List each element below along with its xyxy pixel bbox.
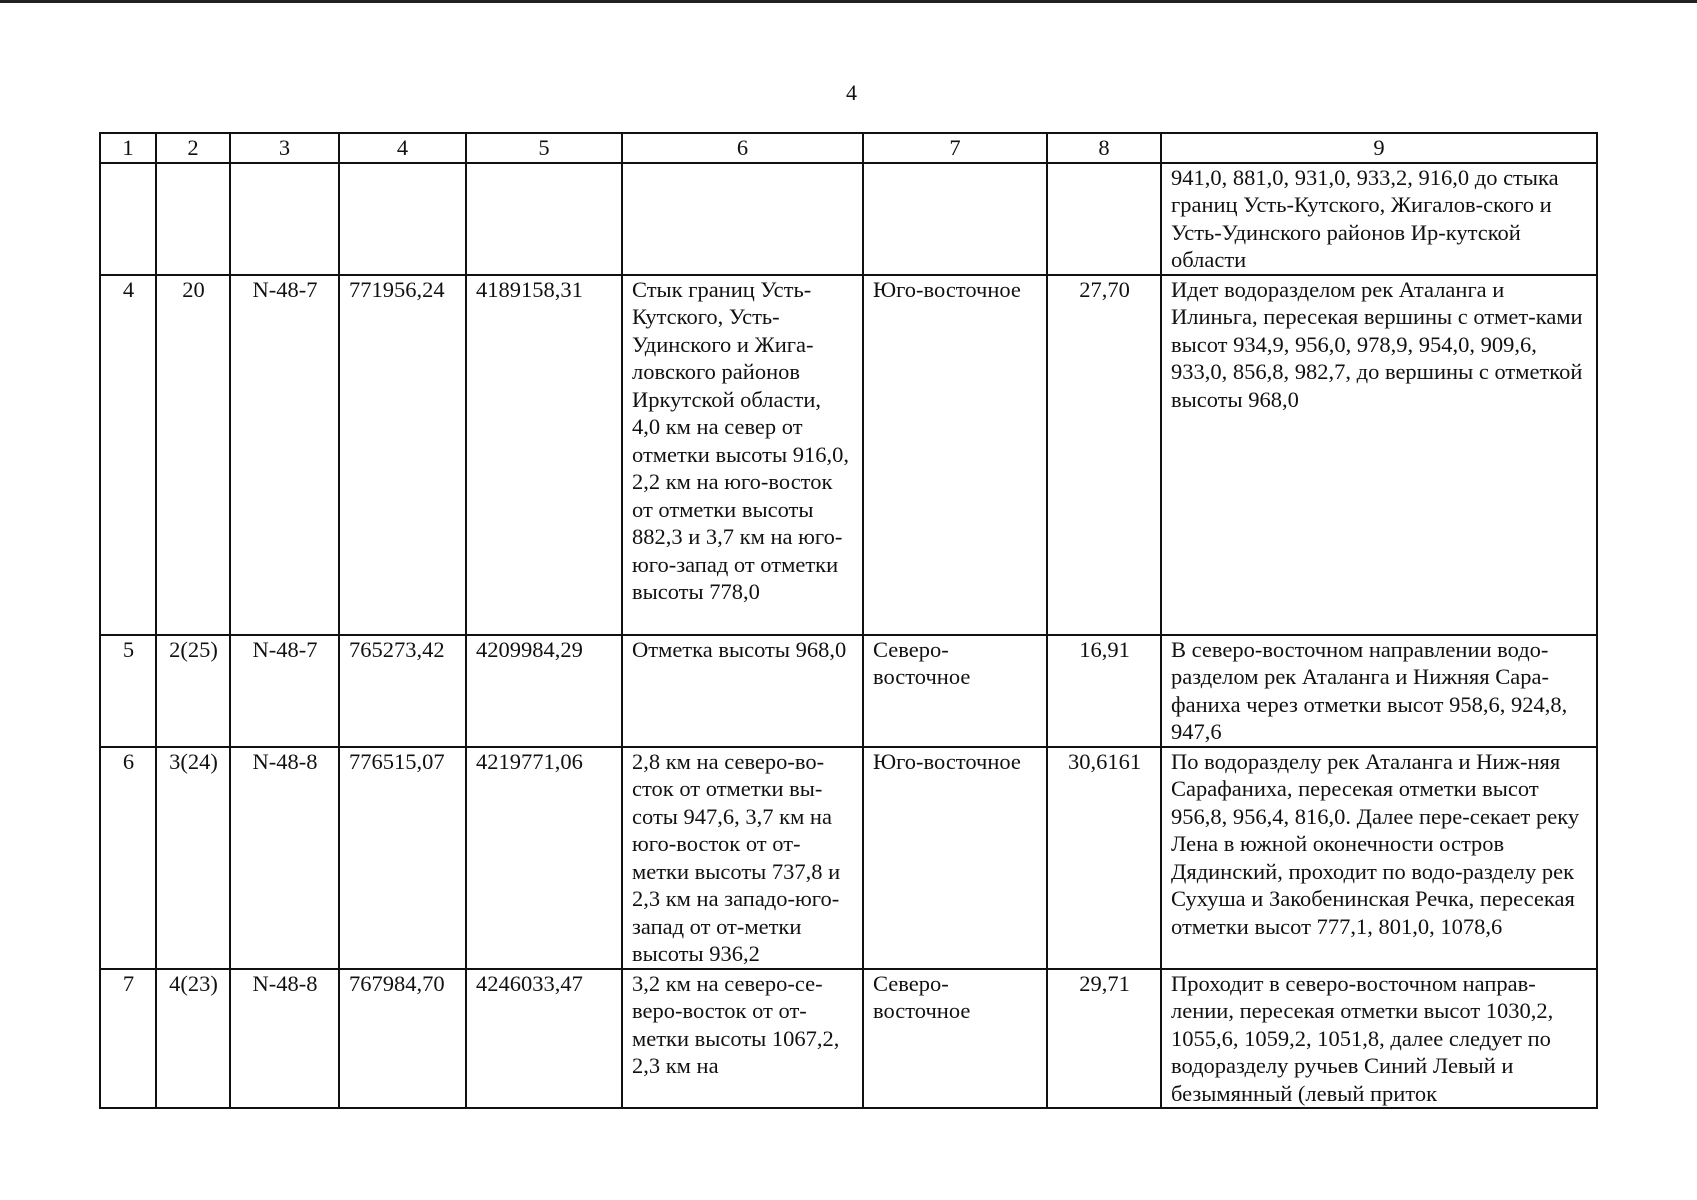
table-cell [622, 163, 863, 275]
header-col-4: 4 [339, 133, 466, 163]
boundary-table [99, 132, 1598, 1109]
direction-cell: Юго-восточное [863, 747, 1047, 969]
length-cell: 29,71 [1047, 969, 1161, 1109]
top-border-line [0, 0, 1697, 3]
point-number-cell: 20 [156, 275, 230, 635]
map-sheet-cell: N-48-7 [230, 635, 339, 747]
coordinate-y-cell: 4209984,29 [466, 635, 622, 747]
row-number-cell: 7 [100, 969, 156, 1109]
point-number-cell: 2(25) [156, 635, 230, 747]
header-col-2: 2 [156, 133, 230, 163]
header-col-7: 7 [863, 133, 1047, 163]
header-col-5: 5 [466, 133, 622, 163]
table-cell [339, 163, 466, 275]
row-number-cell: 4 [100, 275, 156, 635]
length-cell: 30,6161 [1047, 747, 1161, 969]
direction-cell: Юго-восточное [863, 275, 1047, 635]
table-cell [863, 163, 1047, 275]
table-row [100, 635, 1597, 747]
route-description-cell: Идет водоразделом рек Аталанга и Илиньга, пересекая вершины с отмет-ками высот 934,9, 956,0, 978,9, 954,0, 909,6, 933,0, 856,8, 982,7, до вершины с отметкой высоты 968,0 [1161, 275, 1597, 635]
table-cell [1047, 163, 1161, 275]
row-number-cell: 5 [100, 635, 156, 747]
table-cell [156, 163, 230, 275]
header-col-9: 9 [1161, 133, 1597, 163]
map-sheet-cell: N-48-8 [230, 747, 339, 969]
page-number: 4 [846, 80, 857, 105]
map-sheet-cell: N-48-8 [230, 969, 339, 1109]
direction-cell: Северо-восточное [863, 635, 1047, 747]
table-row [100, 275, 1597, 635]
point-description-cell: 2,8 км на северо-во-сток от отметки вы-соты 947,6, 3,7 км на юго-восток от от-метки высоты 737,8 и 2,3 км на западо-юго-запад от от-метки высоты 936,2 [622, 747, 863, 969]
table-cell [466, 163, 622, 275]
coordinate-x-cell: 771956,24 [339, 275, 466, 635]
route-description-cell: 941,0, 881,0, 931,0, 933,2, 916,0 до стыка границ Усть-Кутского, Жигалов-ского и Усть-Удинского районов Ир-кутской области [1161, 163, 1597, 275]
row-number-cell: 6 [100, 747, 156, 969]
table-row-continuation [100, 163, 1597, 275]
coordinate-x-cell: 765273,42 [339, 635, 466, 747]
header-col-8: 8 [1047, 133, 1161, 163]
coordinate-y-cell: 4246033,47 [466, 969, 622, 1109]
route-description-cell: По водоразделу рек Аталанга и Ниж-няя Сарафаниха, пересекая отметки высот 956,8, 956,4, 816,0. Далее пере-секает реку Лена в южной оконечности остров Дядинский, проходит по водо-разделу рек Сухуша и Закобенинская Речка, пересекая отметки высот 777,1, 801,0, 1078,6 [1161, 747, 1597, 969]
header-col-6: 6 [622, 133, 863, 163]
map-sheet-cell: N-48-7 [230, 275, 339, 635]
point-description-cell: Стык границ Усть-Кутского, Усть-Удинского и Жига-ловского районов Иркутской области, 4,0 км на север от отметки высоты 916,0, 2,2 км на юго-восток от отметки высоты 882,3 и 3,7 км на юго-юго-запад от отметки высоты 778,0 [622, 275, 863, 635]
length-cell: 27,70 [1047, 275, 1161, 635]
point-description-cell: Отметка высоты 968,0 [622, 635, 863, 747]
route-description-cell: Проходит в северо-восточном направ-лении, пересекая отметки высот 1030,2, 1055,6, 1059,2, 1051,8, далее следует по водоразделу ручьев Синий Левый и безымянный (левый приток [1161, 969, 1597, 1109]
table-cell [230, 163, 339, 275]
coordinate-x-cell: 776515,07 [339, 747, 466, 969]
table-cell [100, 163, 156, 275]
table-row [100, 969, 1597, 1109]
coordinate-y-cell: 4219771,06 [466, 747, 622, 969]
header-row [100, 133, 1597, 163]
point-number-cell: 4(23) [156, 969, 230, 1109]
length-cell: 16,91 [1047, 635, 1161, 747]
header-col-3: 3 [230, 133, 339, 163]
point-description-cell: 3,2 км на северо-се-веро-восток от от-метки высоты 1067,2, 2,3 км на [622, 969, 863, 1109]
coordinate-x-cell: 767984,70 [339, 969, 466, 1109]
table-row [100, 747, 1597, 969]
direction-cell: Северо-восточное [863, 969, 1047, 1109]
coordinate-y-cell: 4189158,31 [466, 275, 622, 635]
header-col-1: 1 [100, 133, 156, 163]
route-description-cell: В северо-восточном направлении водо-разделом рек Аталанга и Нижняя Сара-фаниха через отметки высот 958,6, 924,8, 947,6 [1161, 635, 1597, 747]
point-number-cell: 3(24) [156, 747, 230, 969]
